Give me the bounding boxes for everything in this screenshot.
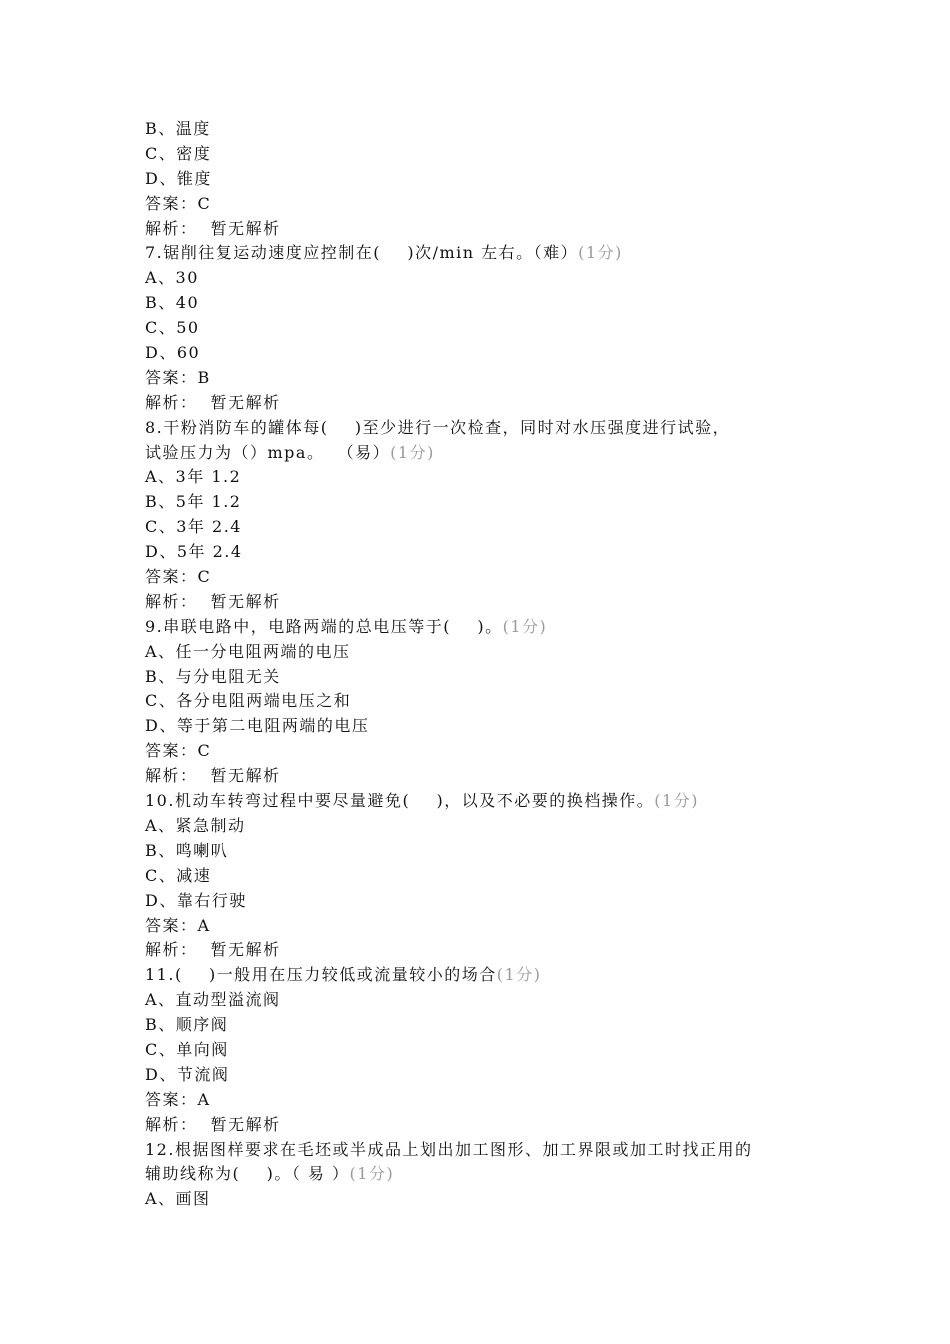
line-text: B、顺序阀 <box>145 1015 229 1035</box>
line-text: 解析： 暂无解析 <box>145 591 281 611</box>
line-text: A、画图 <box>145 1189 211 1209</box>
text-line <box>145 714 825 739</box>
text-line <box>145 341 825 366</box>
line-text: D、60 <box>145 343 201 363</box>
text-line <box>145 590 825 615</box>
text-line <box>145 167 825 192</box>
text-line <box>145 615 825 640</box>
text-line <box>145 117 825 142</box>
text-line <box>145 490 825 515</box>
text-line <box>145 988 825 1013</box>
line-text: 解析： 暂无解析 <box>145 218 281 238</box>
text-line <box>145 764 825 789</box>
line-text: 解析： 暂无解析 <box>145 940 281 960</box>
text-line <box>145 565 825 590</box>
text-line <box>145 266 825 291</box>
score-label: (1分) <box>578 243 623 263</box>
line-text: 11.( )一般用在压力较低或流量较小的场合 <box>145 965 497 985</box>
text-line <box>145 241 825 266</box>
line-text: 答案：C <box>145 193 212 213</box>
text-line <box>145 142 825 167</box>
line-text: 解析： 暂无解析 <box>145 392 281 412</box>
line-text: B、温度 <box>145 119 211 138</box>
line-text: 解析： 暂无解析 <box>145 1114 281 1134</box>
text-line <box>145 1162 825 1187</box>
line-text: D、锥度 <box>145 168 212 188</box>
text-line <box>145 1113 825 1138</box>
line-text: C、各分电阻两端电压之和 <box>145 691 352 711</box>
score-label: (1分) <box>502 616 548 636</box>
text-line <box>145 316 825 341</box>
text-line <box>145 217 825 242</box>
document-page <box>145 117 825 1212</box>
line-text: 解析： 暂无解析 <box>145 766 281 786</box>
text-line <box>145 914 825 939</box>
text-line <box>145 1187 825 1212</box>
line-text: 辅助线称为( )。（ 易 ） <box>145 1164 350 1184</box>
text-line <box>145 814 825 839</box>
line-text: 10.机动车转弯过程中要尽量避免( )，以及不必要的换档操作。 <box>145 791 655 811</box>
score-label: (1分) <box>349 1164 395 1184</box>
text-line <box>145 1088 825 1113</box>
line-text: 答案：A <box>145 1089 211 1109</box>
text-line <box>145 839 825 864</box>
line-text: 答案：A <box>145 915 211 935</box>
line-text: C、3年 2.4 <box>145 517 242 537</box>
text-line <box>145 1138 825 1163</box>
text-line <box>145 1013 825 1038</box>
line-text: 7.锯削往复运动速度应控制在( )次/min 左右。（难） <box>145 243 579 263</box>
line-text: 试验压力为（）mpa。 （易） <box>145 442 391 462</box>
line-text: A、3年 1.2 <box>145 467 242 487</box>
line-text: 8.干粉消防车的罐体每( )至少进行一次检查，同时对水压强度进行试验， <box>145 417 731 437</box>
text-line <box>145 938 825 963</box>
line-text: 答案：C <box>145 741 212 761</box>
text-line <box>145 665 825 690</box>
line-text: 答案：B <box>145 367 211 387</box>
line-text: C、单向阀 <box>145 1039 229 1059</box>
text-line <box>145 640 825 665</box>
text-line <box>145 441 825 466</box>
score-label: (1分) <box>390 442 435 462</box>
text-line <box>145 864 825 889</box>
line-text: B、40 <box>145 293 200 313</box>
line-text: D、节流阀 <box>145 1064 230 1084</box>
line-text: A、直动型溢流阀 <box>145 990 281 1010</box>
line-text: C、50 <box>145 318 200 338</box>
text-line <box>145 465 825 490</box>
line-text: 9.串联电路中，电路两端的总电压等于( )。 <box>145 616 503 636</box>
line-text: C、密度 <box>145 143 212 163</box>
line-text: D、靠右行驶 <box>145 890 247 910</box>
text-line <box>145 789 825 814</box>
text-line <box>145 1038 825 1063</box>
line-text: 答案：C <box>145 567 212 587</box>
line-text: D、5年 2.4 <box>145 542 243 562</box>
text-line <box>145 1063 825 1088</box>
text-line <box>145 366 825 391</box>
text-line <box>145 963 825 988</box>
text-line <box>145 192 825 217</box>
text-line <box>145 889 825 914</box>
line-text: D、等于第二电阻两端的电压 <box>145 716 370 736</box>
line-text: C、减速 <box>145 865 212 885</box>
line-text: A、30 <box>145 268 199 288</box>
line-text: 12.根据图样要求在毛坯或半成品上划出加工图形、加工界限或加工时找正用的 <box>145 1139 753 1159</box>
line-text: B、5年 1.2 <box>145 492 242 512</box>
line-text: B、与分电阻无关 <box>145 666 281 686</box>
line-text: B、鸣喇叭 <box>145 840 229 860</box>
text-line <box>145 291 825 316</box>
score-label: (1分) <box>496 965 542 985</box>
score-label: (1分) <box>654 791 699 811</box>
text-line <box>145 515 825 540</box>
line-text: A、紧急制动 <box>145 815 246 835</box>
text-line <box>145 416 825 441</box>
text-line <box>145 391 825 416</box>
text-line <box>145 739 825 764</box>
line-text: A、任一分电阻两端的电压 <box>145 641 351 661</box>
text-line <box>145 540 825 565</box>
text-line <box>145 689 825 714</box>
